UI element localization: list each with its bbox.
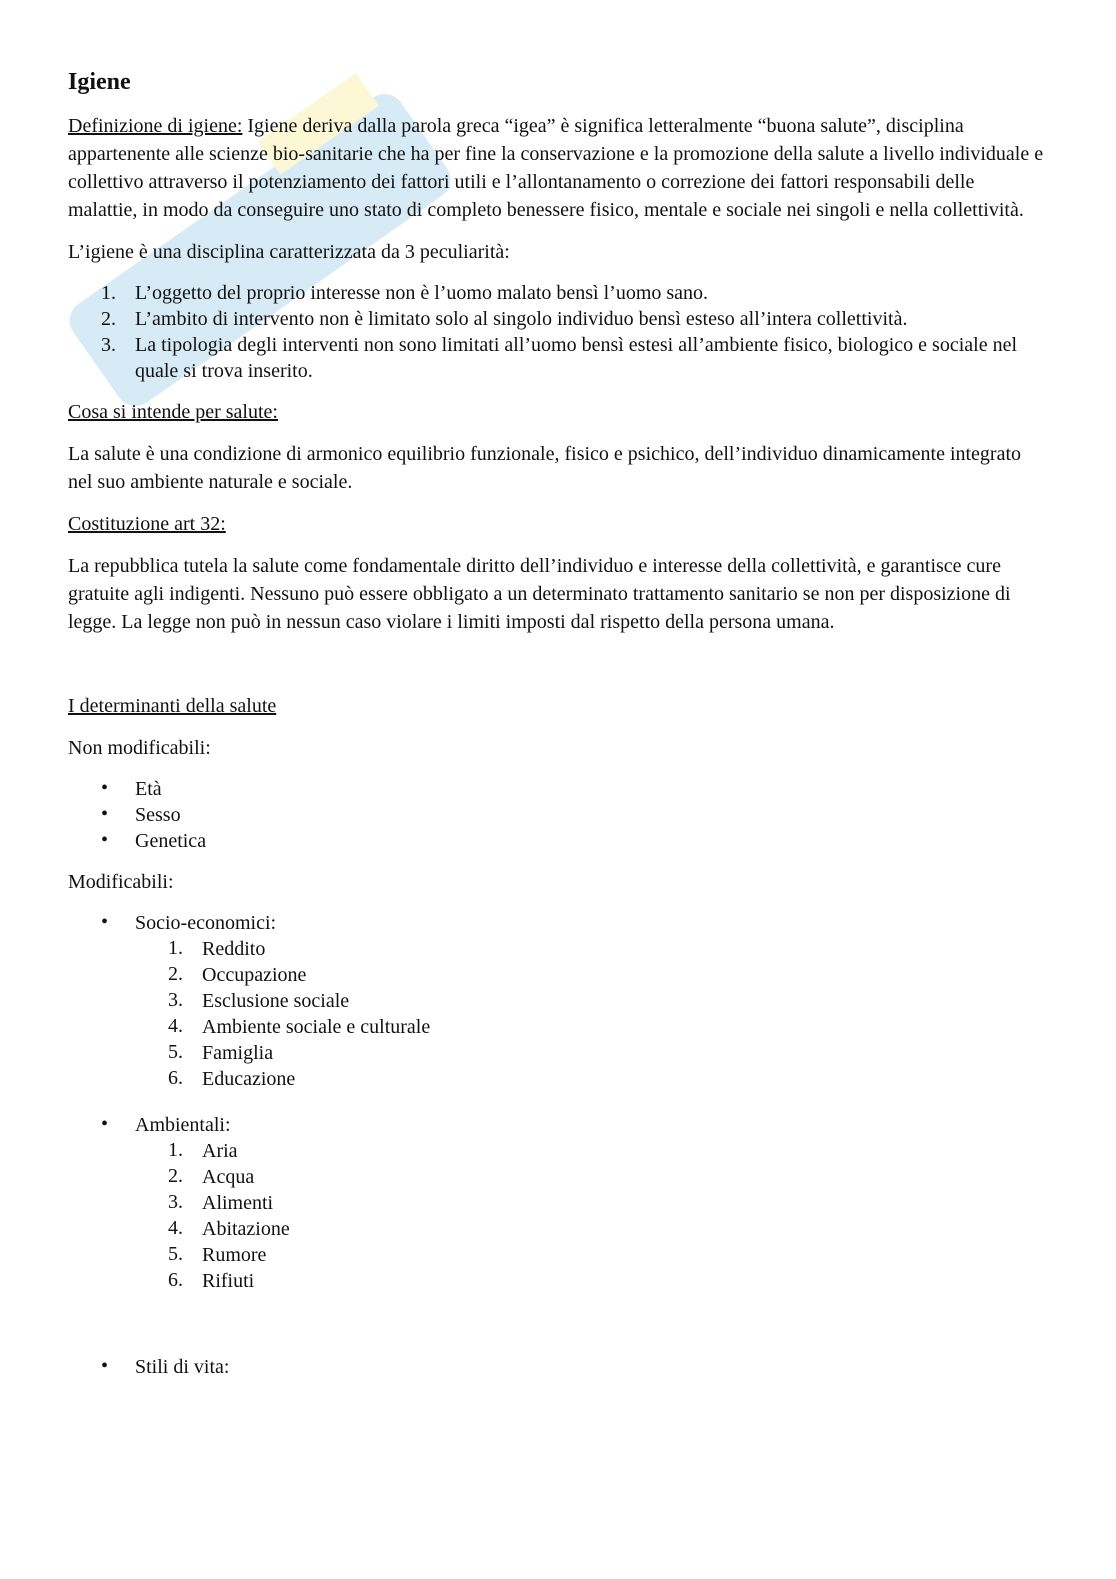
list-item: 3. La tipologia degli interventi non sono limitati all’uomo bensì estesi all’ambiente fisico, biologico e sociale nel quale si trova inserito. [101,334,1018,382]
definition-text: Igiene deriva dalla parola greca “igea” è significa letteralmente “buona salute”, disciplina appartenente alle scienze bio-sanitarie che ha per fine la conservazione e la promozione della salute a livello individuale e collettivo attraverso il potenziamento dei fattori utili e l’allontanamento o correzione dei fattori responsabili delle malattie, in modo da conseguire uno stato di completo benessere fisico, mentale e sociale nei singoli e nella collettività. [68,115,1044,221]
list-item: • Genetica [101,829,207,852]
modifiable-list [68,910,1048,1380]
list-item: • Sesso [101,803,181,826]
definition-label: Definizione di igiene: [68,115,243,137]
peculiarities-intro: L’igiene è una disciplina caratterizzata da 3 peculiarità: [68,241,510,263]
list-item: 3. Esclusione sociale [168,989,350,1012]
bullet-icon: • [101,829,109,851]
spacer [135,1092,1048,1112]
spacer [135,1294,1048,1354]
list-item: 2. L’ambito di intervento non è limitato solo al singolo individuo bensì esteso all’intera collettività. [101,308,908,330]
bullet-icon: • [101,1113,109,1135]
list-item: 6. Educazione [168,1067,296,1090]
list-item [68,910,1048,1112]
environmental-list [68,1138,1048,1294]
constitution-heading: Costituzione art 32: [68,513,226,535]
group-label: Socio-economici: [135,912,277,934]
document-content [68,66,1048,1394]
modifiable-label: Modificabili: [68,871,174,893]
bullet-icon: • [101,777,109,799]
bullet-icon: • [101,1355,109,1377]
socio-economic-list [68,936,1048,1092]
bullet-icon: • [101,911,109,933]
non-modifiable-list [68,776,1048,854]
list-item: 2. Occupazione [168,963,307,986]
list-item [68,1112,1048,1354]
list-item: 4. Abitazione [168,1217,290,1240]
list-item: • Età [101,777,162,800]
page-title: Igiene [68,69,131,95]
non-modifiable-label: Non modificabili: [68,737,211,759]
bullet-icon: • [101,803,109,825]
peculiarities-list [68,280,1048,384]
group-label: Stili di vita: [135,1356,230,1378]
list-item: 1. L’oggetto del proprio interesse non è l’uomo malato bensì l’uomo sano. [101,282,709,304]
list-item: 6. Rifiuti [168,1269,255,1292]
list-item: 5. Rumore [168,1243,267,1266]
group-label: Ambientali: [135,1114,231,1136]
list-item: 1. Reddito [168,937,266,960]
list-item: 1. Aria [168,1139,238,1162]
health-heading: Cosa si intende per salute: [68,401,278,423]
spacer [68,650,1048,692]
list-item: 2. Acqua [168,1165,255,1188]
constitution-text: La repubblica tutela la salute come fondamentale diritto dell’individuo e interesse della collettività, e garantisce cure gratuite agli indigenti. Nessuno può essere obbligato a un determinato trattamento sanitario se non per disposizione di legge. La legge non può in nessun caso violare i limiti imposti dal rispetto della persona umana. [68,555,1011,633]
list-item [68,1354,1048,1380]
definition-paragraph [68,112,1048,224]
health-text: La salute è una condizione di armonico equilibrio funzionale, fisico e psichico, dell’individuo dinamicamente integrato nel suo ambiente naturale e sociale. [68,443,1022,493]
list-item: 4. Ambiente sociale e culturale [168,1015,431,1038]
determinants-heading: I determinanti della salute [68,695,277,717]
list-item: 5. Famiglia [168,1041,274,1064]
list-item: 3. Alimenti [168,1191,274,1214]
